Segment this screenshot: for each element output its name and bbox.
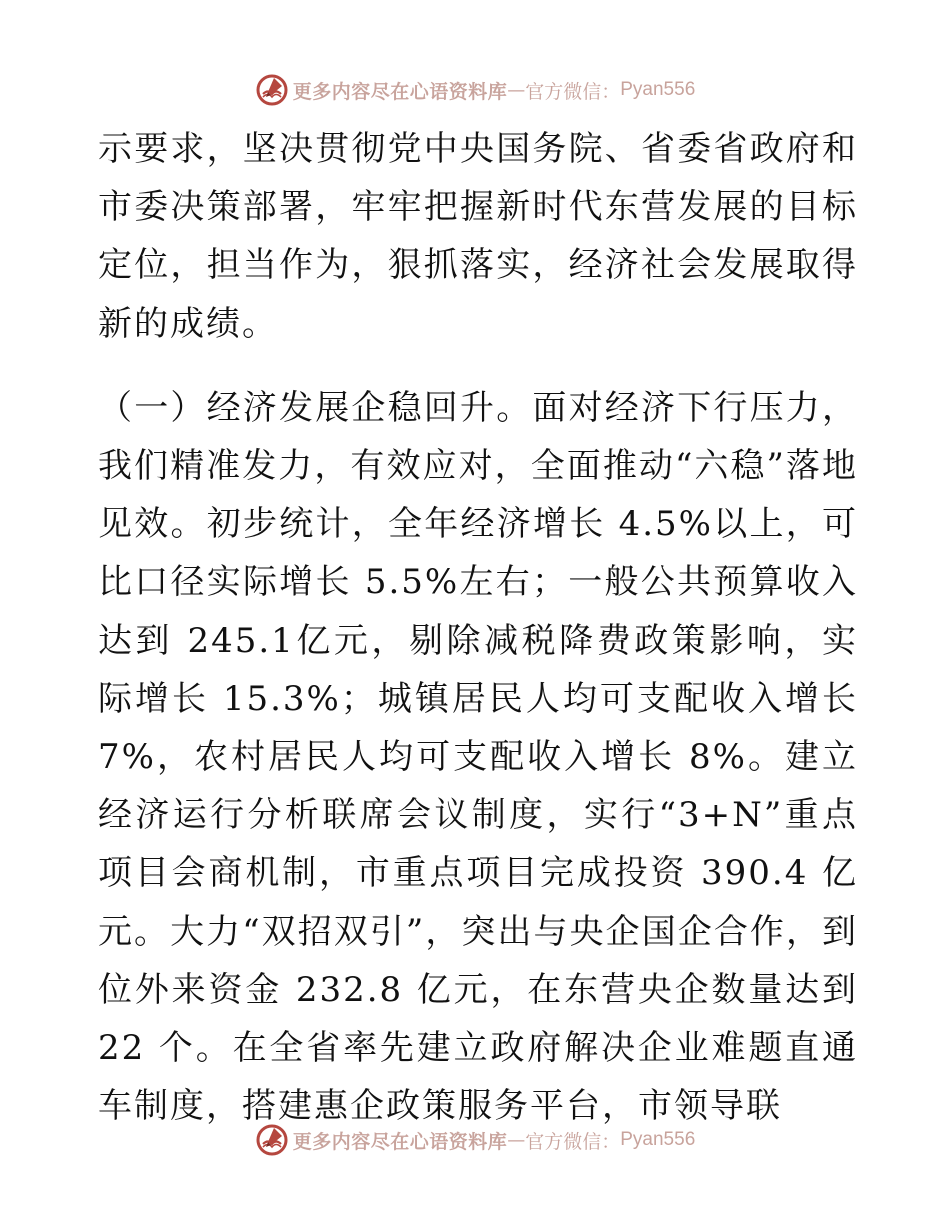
banner-separator: —: [507, 1129, 526, 1151]
banner-wechat-label: 官方微信：: [525, 1130, 621, 1153]
body-paragraph-2: （一）经济发展企稳回升。面对经济下行压力，我们精准发力，有效应对，全面推动“六稳”落地见效。初步统计，全年经济增长 4.5%以上，可比口径实际增长 5.5%左右；一般公共预算收入达到 245.1亿元，剔除减税降费政策影响，实际增长 15.3%；城镇居民人均可支配收入增长 7%，农村居民人均可支配收入增长 8%。建立经济运行分析联席会议制度，实行“3+N”重点项目会商机制，市重点项目完成投资 390.4 亿元。大力“双招双引”，突出与央企国企合作，到位外来资金 232.8 亿元，在东营央企数量达到 22 个。在全省率先建立政府解决企业难题直通车制度，搭建惠企政策服务平台，市领导联: [98, 387, 858, 1127]
banner-wechat-id: Pyan556: [620, 1129, 696, 1150]
book-pen-logo-icon: [255, 1123, 289, 1157]
header-watermark-banner: [0, 70, 950, 110]
banner-main-text: 更多内容尽在心语资料库: [292, 1130, 508, 1153]
banner-wechat-id: Pyan556: [620, 79, 696, 100]
banner-main-text: 更多内容尽在心语资料库: [292, 80, 508, 103]
footer-watermark-banner: [0, 1120, 950, 1160]
body-paragraph-1: 示要求，坚决贯彻党中央国务院、省委省政府和市委决策部署，牢牢把握新时代东营发展的目标定位，担当作为，狠抓落实，经济社会发展取得新的成绩。: [98, 129, 858, 344]
book-pen-logo-icon: [255, 73, 289, 107]
document-body: [98, 120, 858, 1135]
banner-wechat-label: 官方微信：: [525, 80, 621, 103]
banner-separator: —: [507, 79, 526, 101]
